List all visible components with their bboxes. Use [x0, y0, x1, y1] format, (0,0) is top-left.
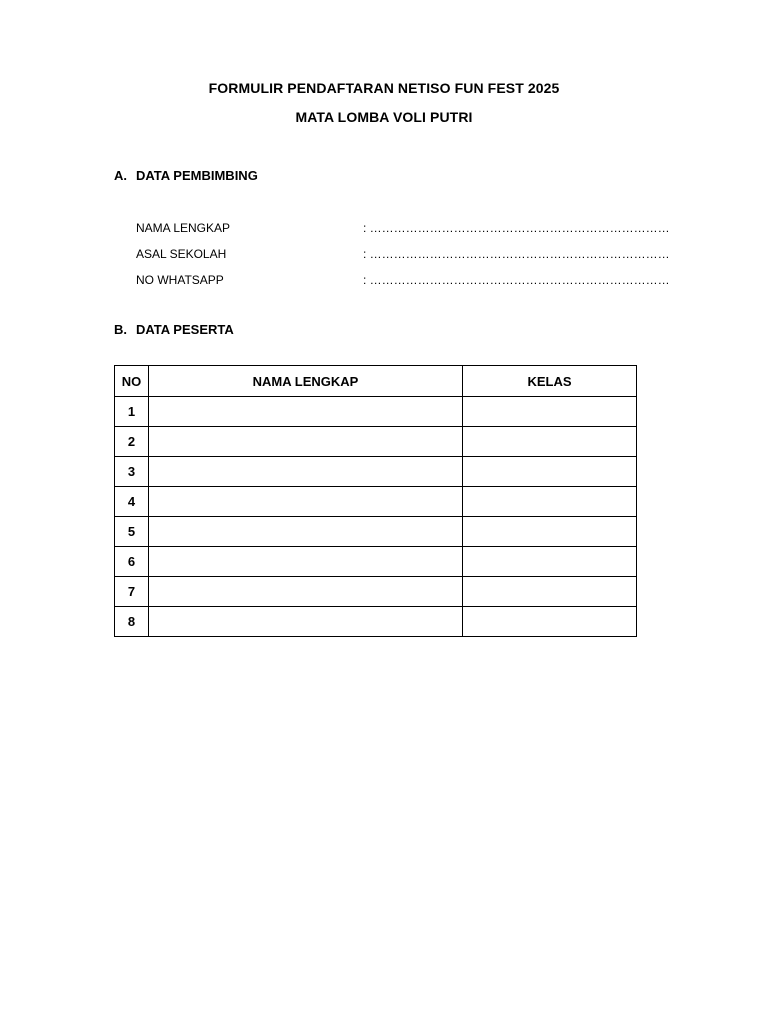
nama-cell[interactable] — [149, 427, 463, 457]
row-number: 6 — [115, 547, 149, 577]
table-row — [115, 607, 637, 637]
field-value-blank[interactable]: : ………………………………………………………………… — [363, 273, 670, 287]
row-number: 5 — [115, 517, 149, 547]
field-value-blank[interactable]: : ………………………………………………………………… — [363, 221, 670, 235]
kelas-cell[interactable] — [463, 457, 637, 487]
section-b-heading — [114, 322, 234, 337]
row-number: 1 — [115, 397, 149, 427]
field-label: ASAL SEKOLAH — [136, 247, 227, 261]
nama-cell[interactable] — [149, 397, 463, 427]
field-nama-lengkap — [136, 221, 670, 237]
row-number: 3 — [115, 457, 149, 487]
field-label: NAMA LENGKAP — [136, 221, 231, 235]
kelas-cell[interactable] — [463, 397, 637, 427]
form-title: FORMULIR PENDAFTARAN NETISO FUN FEST 2025 — [208, 80, 560, 96]
section-b-title: DATA PESERTA — [136, 322, 234, 337]
table-row — [115, 517, 637, 547]
table-row — [115, 457, 637, 487]
row-number: 4 — [115, 487, 149, 517]
nama-cell[interactable] — [149, 517, 463, 547]
table-row — [115, 397, 637, 427]
field-no-whatsapp — [136, 273, 670, 289]
field-asal-sekolah — [136, 247, 670, 263]
form-subtitle: MATA LOMBA VOLI PUTRI — [295, 109, 473, 125]
field-label: NO WHATSAPP — [136, 273, 224, 287]
section-b-letter: B. — [114, 322, 127, 337]
nama-cell[interactable] — [149, 607, 463, 637]
nama-cell[interactable] — [149, 457, 463, 487]
row-number: 8 — [115, 607, 149, 637]
field-value-blank[interactable]: : ………………………………………………………………… — [363, 247, 670, 261]
section-a-title: DATA PEMBIMBING — [136, 168, 258, 183]
column-header-kelas: KELAS — [463, 366, 637, 397]
row-number: 2 — [115, 427, 149, 457]
peserta-table — [114, 365, 637, 637]
kelas-cell[interactable] — [463, 487, 637, 517]
kelas-cell[interactable] — [463, 577, 637, 607]
column-header-no: NO — [115, 366, 149, 397]
nama-cell[interactable] — [149, 547, 463, 577]
row-number: 7 — [115, 577, 149, 607]
kelas-cell[interactable] — [463, 427, 637, 457]
section-a-letter: A. — [114, 168, 127, 183]
kelas-cell[interactable] — [463, 547, 637, 577]
table-row — [115, 427, 637, 457]
table-row — [115, 577, 637, 607]
kelas-cell[interactable] — [463, 607, 637, 637]
section-a-heading — [114, 168, 258, 183]
kelas-cell[interactable] — [463, 517, 637, 547]
nama-cell[interactable] — [149, 487, 463, 517]
nama-cell[interactable] — [149, 577, 463, 607]
table-row — [115, 547, 637, 577]
table-row — [115, 487, 637, 517]
column-header-nama: NAMA LENGKAP — [149, 366, 463, 397]
table-header-row — [115, 366, 637, 397]
